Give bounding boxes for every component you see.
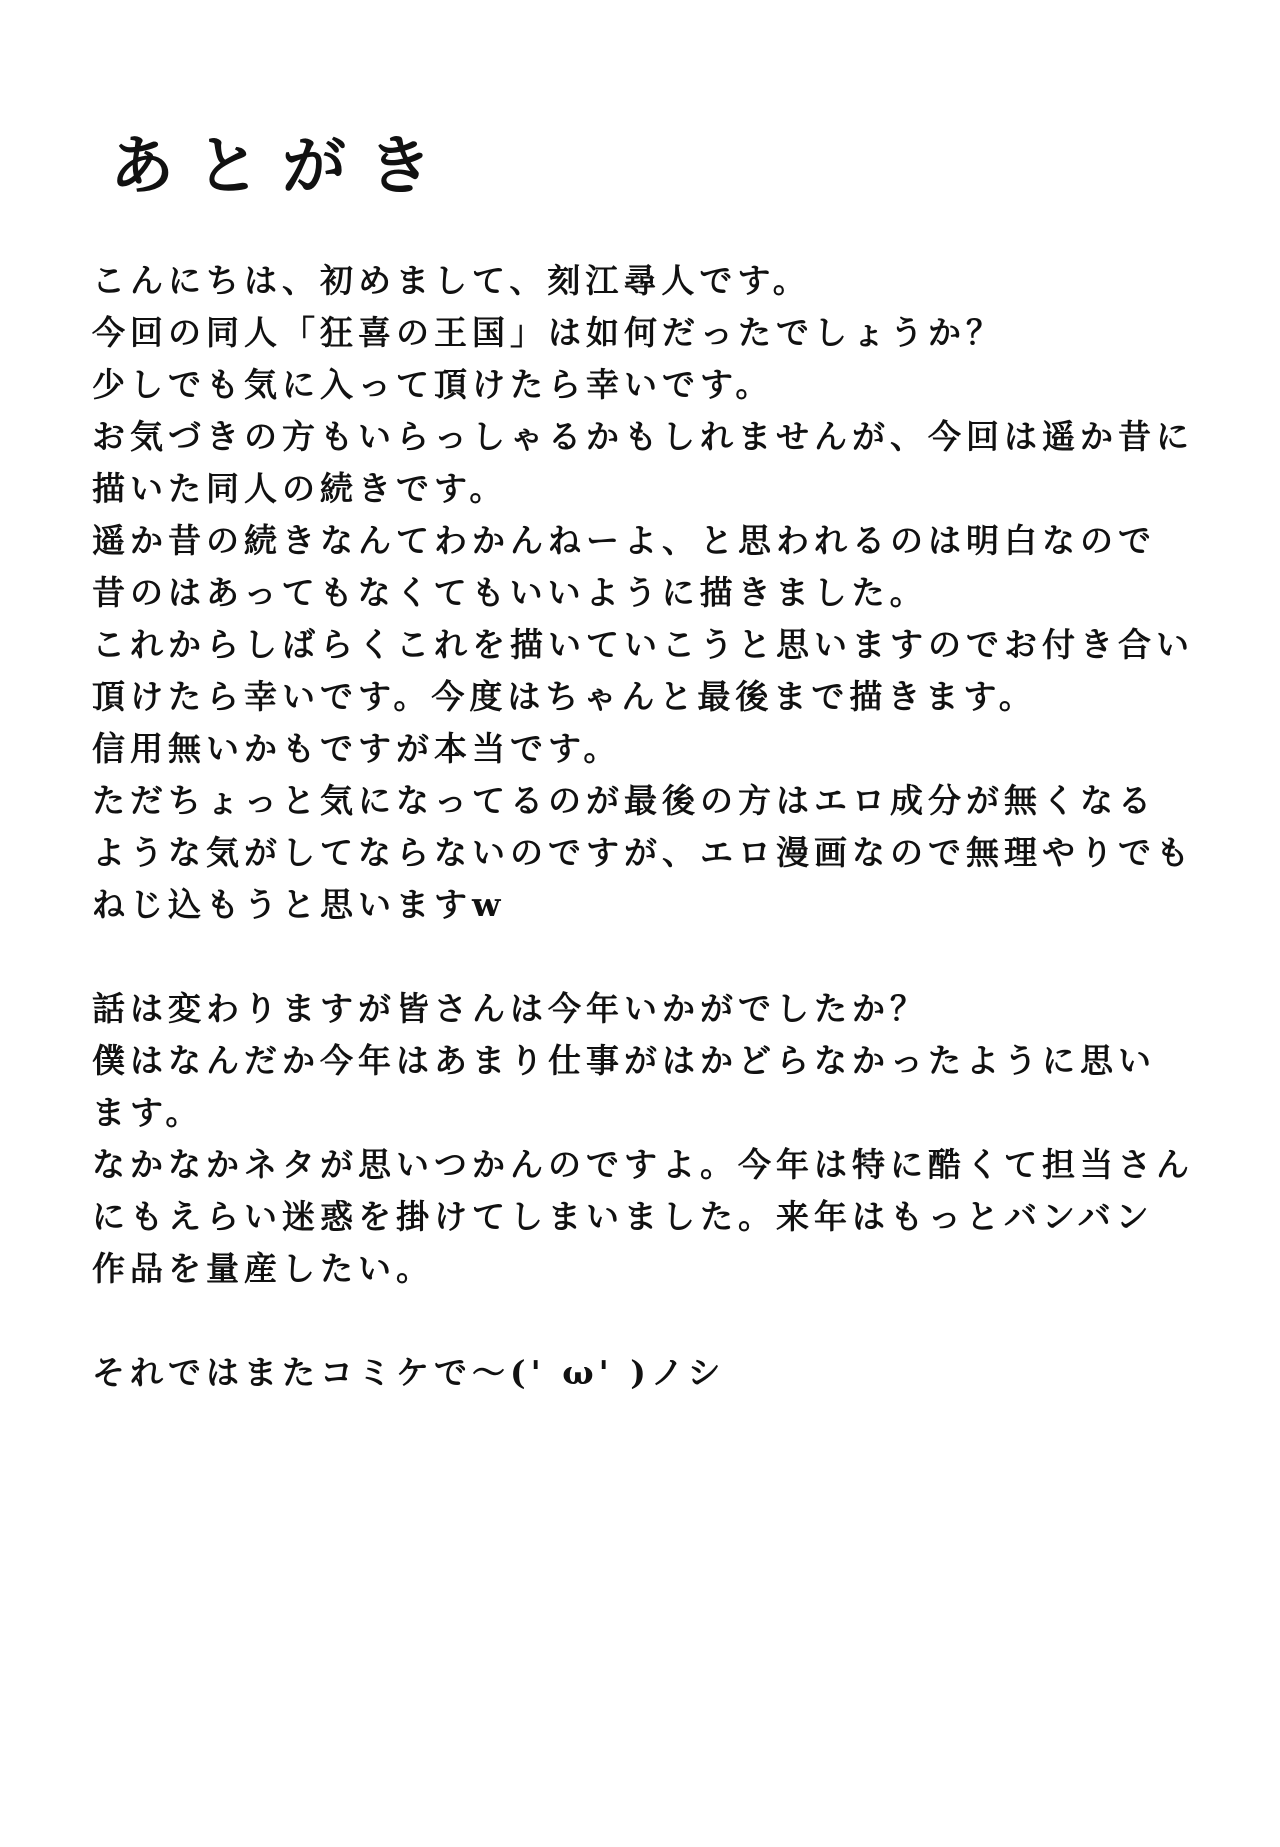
text-line: 頂けたら幸いです。今度はちゃんと最後まで描きます。 [92, 677, 1037, 716]
text-line: 信用無いかもですが本当です。 [92, 729, 622, 768]
text-line: ただちょっと気になってるのが最後の方はエロ成分が無くなる [92, 781, 1156, 820]
text-line: なかなかネタが思いつかんのですよ。今年は特に酷くて担当さん [92, 1145, 1194, 1184]
text-line: これからしばらくこれを描いていこうと思いますのでお付き合い [92, 625, 1194, 664]
text-line: 少しでも気に入って頂けたら幸いです。 [92, 365, 774, 404]
paragraph-2 [92, 983, 1222, 1295]
page-title: あとがき [110, 129, 454, 204]
text-line: こんにちは、初めまして、刻江尋人です。 [92, 261, 811, 300]
text-line: にもえらい迷惑を掛けてしまいました。来年はもっとバンバン [92, 1197, 1154, 1236]
text-line: ます。 [92, 1093, 204, 1132]
text-line: 描いた同人の続きです。 [92, 469, 508, 508]
text-line: 僕はなんだか今年はあまり仕事がはかどらなかったように思い [92, 1041, 1156, 1080]
text-line: 昔のはあってもなくてもいいように描きました。 [92, 573, 928, 612]
text-line: お気づきの方もいらっしゃるかもしれませんが、今回は遥か昔に [92, 417, 1194, 456]
paragraph-3 [92, 1347, 1222, 1399]
text-line: ような気がしてならないのですが、エロ漫画なので無理やりでも [92, 833, 1194, 872]
text-line: それではまたコミケで～(' ω' )ノシ [92, 1353, 726, 1392]
text-line: ねじ込もうと思いますw [92, 885, 506, 924]
text-line: 話は変わりますが皆さんは今年いかがでしたか？ [92, 989, 928, 1028]
text-line: 今回の同人「狂喜の王国」は如何だったでしょうか？ [92, 313, 1004, 352]
paragraph-1 [92, 255, 1222, 931]
text-line: 遥か昔の続きなんてわかんねーよ、と思われるのは明白なので [92, 521, 1156, 560]
afterword-body [92, 255, 1222, 1399]
text-line: 作品を量産したい。 [92, 1249, 434, 1288]
